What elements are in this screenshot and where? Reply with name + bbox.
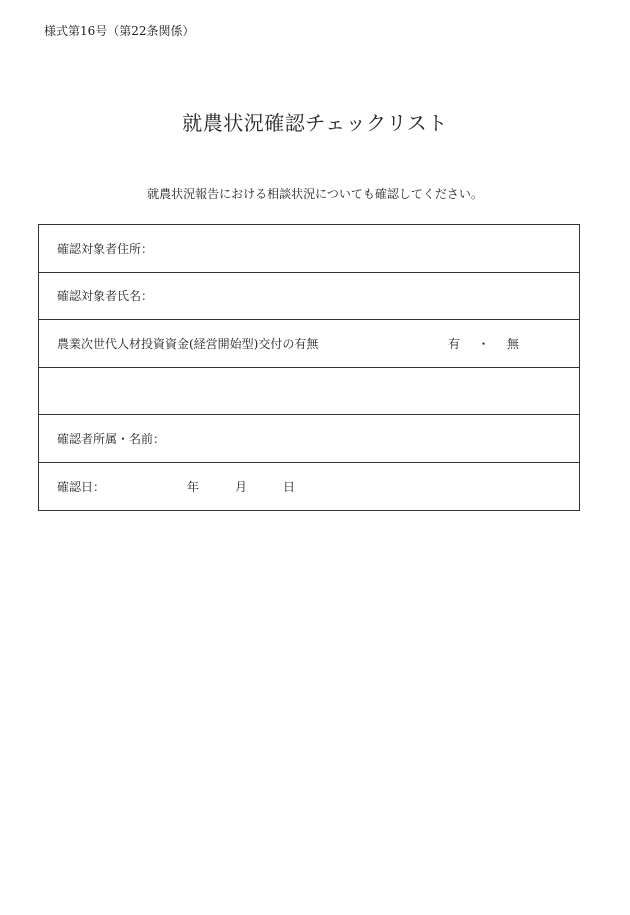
row-address[interactable] <box>39 225 579 273</box>
row-date[interactable] <box>39 463 579 511</box>
instruction-text: 就農状況報告における相談状況についても確認してください。 <box>147 187 483 201</box>
option-yes[interactable]: 有 <box>448 336 461 351</box>
row-name[interactable] <box>39 273 579 321</box>
fund-label: 農業次世代人材投資資金(経営開始型)交付の有無 <box>57 336 319 351</box>
checklist-table <box>38 224 580 511</box>
row-blank[interactable] <box>39 368 579 416</box>
date-month-label: 月 <box>235 479 248 494</box>
page-title: 就農状況確認チェックリスト <box>182 111 448 135</box>
yes-no-choice <box>448 320 519 367</box>
option-no[interactable]: 無 <box>507 336 520 351</box>
row-confirmer[interactable] <box>39 415 579 463</box>
row-fund-status <box>39 320 579 368</box>
date-label: 確認日： <box>57 479 106 494</box>
date-day-label: 日 <box>283 479 296 494</box>
confirmer-label: 確認者所属・名前： <box>57 431 166 446</box>
address-label: 確認対象者住所： <box>57 241 154 256</box>
option-separator: ・ <box>477 336 490 351</box>
name-label: 確認対象者氏名： <box>57 289 154 304</box>
date-year-label: 年 <box>187 479 200 494</box>
form-number: 様式第16号（第22条関係） <box>44 24 195 38</box>
